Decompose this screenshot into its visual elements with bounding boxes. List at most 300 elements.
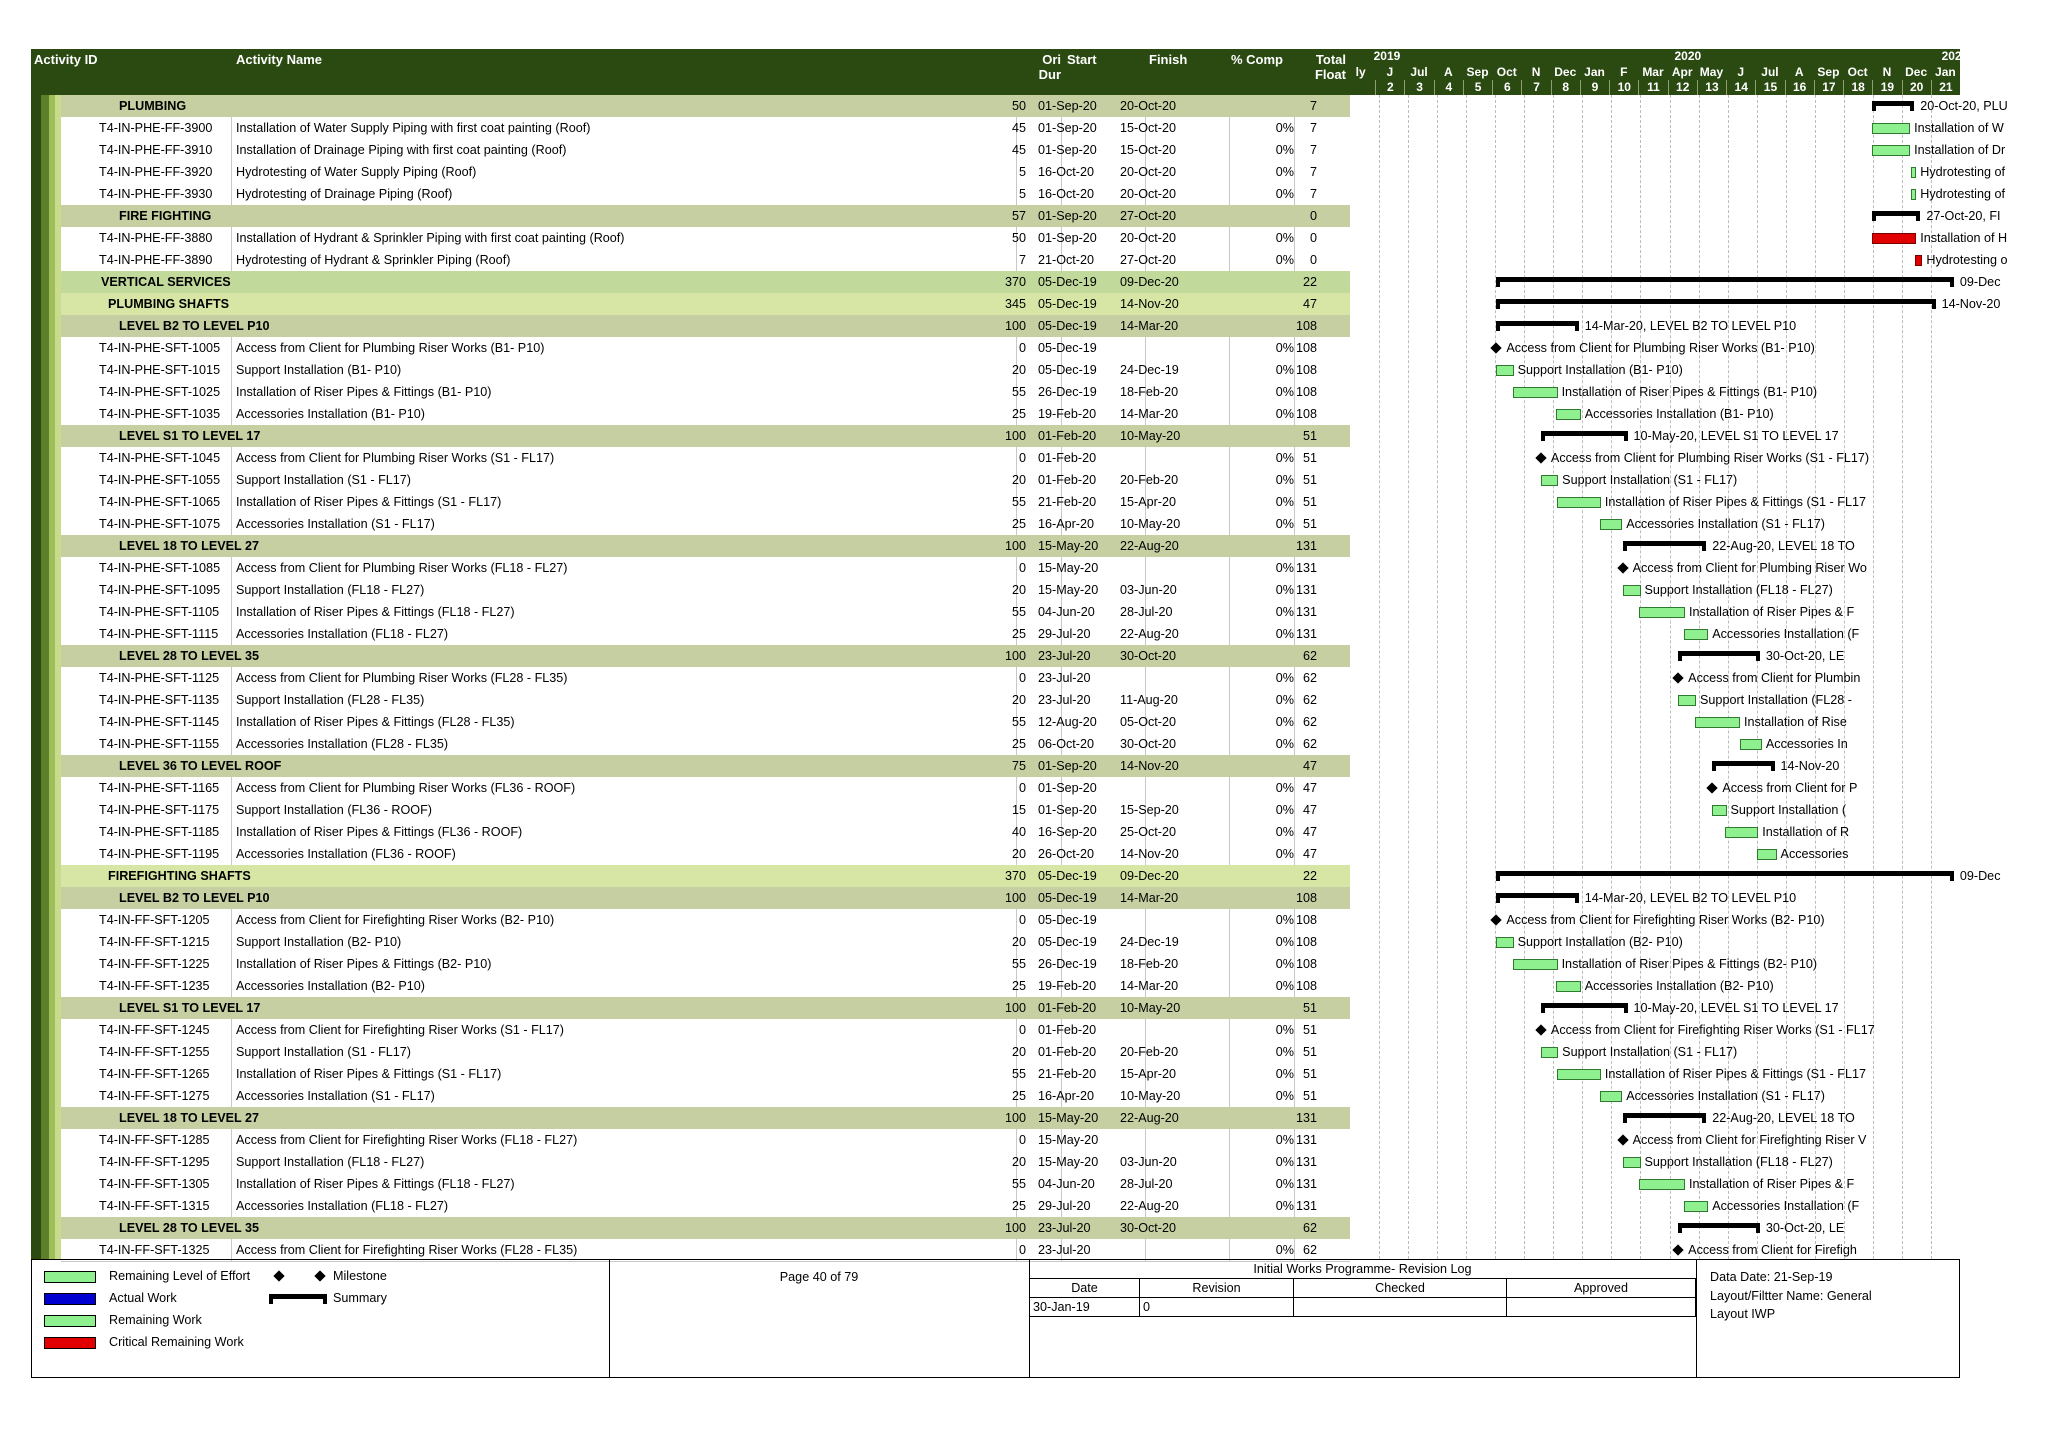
gantt-bar-label: 09-Dec	[1959, 869, 2001, 883]
pct-complete: 0%	[1275, 451, 1294, 465]
timeline-month: J	[1737, 65, 1745, 79]
start-date: 26-Dec-19	[1038, 385, 1097, 399]
gantt-activity-bar[interactable]	[1513, 387, 1557, 398]
gantt-activity-bar[interactable]	[1639, 607, 1685, 618]
pct-complete: 0%	[1275, 605, 1294, 619]
gantt-summary-bar[interactable]	[1496, 893, 1578, 898]
pct-complete: 0%	[1275, 913, 1294, 927]
activity-name: Support Installation (FL18 - FL27)	[236, 1155, 425, 1169]
column-divider	[231, 733, 232, 755]
timeline-year: 2019	[1373, 49, 1401, 63]
table-row[interactable]	[61, 711, 1350, 734]
gantt-activity-bar[interactable]	[1496, 365, 1513, 376]
gantt-milestone[interactable]	[1535, 1024, 1546, 1035]
wbs-finish-date: 14-Mar-20	[1120, 891, 1179, 905]
timeline-period: 2	[1375, 80, 1404, 95]
gantt-milestone[interactable]	[1707, 782, 1718, 793]
table-row[interactable]	[61, 337, 1350, 360]
gantt-gridline	[1931, 95, 1932, 1259]
table-row[interactable]	[61, 469, 1350, 492]
table-row[interactable]	[61, 1195, 1350, 1218]
column-divider	[231, 513, 232, 535]
activity-id: T4-IN-PHE-SFT-1065	[99, 495, 221, 509]
finish-date: 15-Apr-20	[1120, 1067, 1177, 1081]
gantt-gridline	[1873, 95, 1874, 1259]
total-float: 0	[1309, 253, 1317, 267]
column-divider	[231, 161, 232, 183]
total-float: 0	[1309, 231, 1317, 245]
gantt-bar-label: Installation of H	[1920, 231, 2008, 245]
table-row[interactable]	[61, 1019, 1350, 1042]
column-divider	[231, 337, 232, 359]
timeline-periods	[1346, 80, 1960, 95]
activity-id: T4-IN-PHE-SFT-1045	[99, 451, 221, 465]
finish-date: 15-Apr-20	[1120, 495, 1177, 509]
timeline-period: 14	[1726, 80, 1755, 95]
table-row[interactable]	[61, 139, 1350, 162]
legend-actual-swatch	[44, 1293, 96, 1305]
activity-id: T4-IN-PHE-SFT-1055	[99, 473, 221, 487]
gantt-bar-label: Accessories	[1780, 847, 1849, 861]
gantt-activity-bar[interactable]	[1600, 519, 1622, 530]
table-row[interactable]	[61, 359, 1350, 382]
gantt-activity-bar[interactable]	[1557, 497, 1601, 508]
activity-name: Support Installation (FL28 - FL35)	[236, 693, 425, 707]
gantt-activity-bar[interactable]	[1556, 409, 1581, 420]
finish-date: 25-Oct-20	[1120, 825, 1176, 839]
wbs-row[interactable]	[61, 293, 1350, 315]
total-float: 131	[1295, 561, 1317, 575]
gantt-milestone[interactable]	[1673, 1244, 1684, 1255]
col-start[interactable]: Start	[1067, 52, 1097, 67]
gantt-activity-bar[interactable]	[1639, 1179, 1685, 1190]
col-activity-name[interactable]: Activity Name	[236, 52, 322, 67]
activity-name: Access from Client for Plumbing Riser Works (B1- P10)	[236, 341, 545, 355]
start-date: 16-Apr-20	[1038, 517, 1095, 531]
ori-dur: 0	[1018, 341, 1026, 355]
wbs-row[interactable]	[61, 755, 1350, 777]
wbs-ori-dur: 100	[1004, 1111, 1026, 1125]
gantt-activity-bar[interactable]	[1695, 717, 1740, 728]
activity-name: Installation of Riser Pipes & Fittings (B2- P10)	[236, 957, 492, 971]
finish-date: 28-Jul-20	[1120, 605, 1173, 619]
gantt-critical-bar[interactable]	[1915, 255, 1922, 266]
ori-dur: 0	[1018, 1243, 1026, 1257]
finish-date: 18-Feb-20	[1120, 385, 1179, 399]
table-row[interactable]	[61, 117, 1350, 140]
gantt-activity-bar[interactable]	[1757, 849, 1777, 860]
wbs-start-date: 01-Sep-20	[1038, 209, 1097, 223]
ori-dur: 0	[1018, 913, 1026, 927]
gantt-bar-label: 14-Nov-20	[1941, 297, 2001, 311]
table-row[interactable]	[61, 1173, 1350, 1196]
table-row[interactable]	[61, 799, 1350, 822]
total-float: 131	[1295, 1133, 1317, 1147]
gantt-activity-bar[interactable]	[1496, 937, 1513, 948]
gantt-summary-bar[interactable]	[1678, 1223, 1760, 1228]
timeline-period: 13	[1697, 80, 1726, 95]
pct-complete: 0%	[1275, 1023, 1294, 1037]
table-row[interactable]	[61, 447, 1350, 470]
wbs-finish-date: 14-Nov-20	[1120, 759, 1179, 773]
wbs-row[interactable]	[61, 205, 1350, 227]
gantt-activity-bar[interactable]	[1725, 827, 1758, 838]
start-date: 21-Feb-20	[1038, 1067, 1097, 1081]
gantt-summary-bar[interactable]	[1541, 1003, 1628, 1008]
start-date: 21-Oct-20	[1038, 253, 1094, 267]
gantt-summary-bar[interactable]	[1712, 761, 1774, 766]
table-row[interactable]	[61, 821, 1350, 844]
gantt-activity-bar[interactable]	[1911, 167, 1917, 178]
wbs-total-float: 62	[1302, 649, 1317, 663]
pct-complete: 0%	[1275, 1067, 1294, 1081]
column-divider	[231, 249, 232, 271]
start-date: 12-Aug-20	[1038, 715, 1097, 729]
table-row[interactable]	[61, 403, 1350, 426]
pct-complete: 0%	[1275, 979, 1294, 993]
gantt-activity-bar[interactable]	[1541, 475, 1558, 486]
table-row[interactable]	[61, 183, 1350, 206]
gantt-activity-bar[interactable]	[1684, 1201, 1709, 1212]
gantt-bar-label: Support Installation (S1 - FL17)	[1562, 1045, 1738, 1059]
activity-name: Access from Client for Plumbing Riser Works (S1 - FL17)	[236, 451, 555, 465]
gantt-activity-bar[interactable]	[1513, 959, 1557, 970]
column-divider	[231, 117, 232, 139]
gantt-summary-bar[interactable]	[1541, 431, 1628, 436]
gantt-bar-label: Hydrotesting o	[1926, 253, 2008, 267]
table-row[interactable]	[61, 161, 1350, 184]
pct-complete: 0%	[1275, 803, 1294, 817]
wbs-name: PLUMBING SHAFTS	[108, 297, 230, 311]
finish-date: 14-Mar-20	[1120, 407, 1179, 421]
activity-name: Accessories Installation (S1 - FL17)	[236, 517, 435, 531]
gantt-activity-bar[interactable]	[1556, 981, 1581, 992]
total-float: 62	[1302, 671, 1317, 685]
gantt-summary-bar[interactable]	[1623, 1113, 1707, 1118]
table-row[interactable]	[61, 777, 1350, 800]
wbs-ori-dur: 100	[1004, 319, 1026, 333]
wbs-finish-date: 22-Aug-20	[1120, 1111, 1179, 1125]
pct-complete: 0%	[1275, 407, 1294, 421]
wbs-row[interactable]	[61, 425, 1350, 447]
gantt-activity-bar[interactable]	[1872, 145, 1911, 156]
pct-complete: 0%	[1275, 495, 1294, 509]
start-date: 01-Feb-20	[1038, 473, 1097, 487]
activity-id: T4-IN-PHE-SFT-1155	[99, 737, 220, 751]
gantt-summary-bar[interactable]	[1496, 277, 1954, 282]
start-date: 16-Oct-20	[1038, 165, 1094, 179]
wbs-total-float: 0	[1309, 209, 1317, 223]
gantt-gridline	[1379, 95, 1380, 1259]
gantt-gridline	[1524, 95, 1525, 1259]
pct-complete: 0%	[1275, 561, 1294, 575]
wbs-row[interactable]	[61, 997, 1350, 1019]
pct-complete: 0%	[1275, 1045, 1294, 1059]
table-row[interactable]	[61, 733, 1350, 756]
ori-dur: 50	[1011, 231, 1026, 245]
wbs-row[interactable]	[61, 535, 1350, 557]
pct-complete: 0%	[1275, 341, 1294, 355]
gantt-activity-bar[interactable]	[1541, 1047, 1558, 1058]
activity-id: T4-IN-PHE-FF-3890	[99, 253, 213, 267]
total-float: 51	[1302, 1023, 1317, 1037]
gantt-bar-label: Installation of Riser Pipes & F	[1689, 605, 1855, 619]
gantt-bar-label: Access from Client for Firefigh	[1688, 1243, 1857, 1257]
table-row[interactable]	[61, 513, 1350, 536]
page-number: Page 40 of 79	[779, 1270, 859, 1284]
gantt-milestone[interactable]	[1491, 914, 1502, 925]
ori-dur: 5	[1018, 187, 1026, 201]
start-date: 19-Feb-20	[1038, 407, 1097, 421]
col-activity-id[interactable]: Activity ID	[34, 52, 98, 67]
wbs-row[interactable]	[61, 645, 1350, 667]
wbs-row[interactable]	[61, 271, 1350, 293]
wbs-ori-dur: 100	[1004, 1001, 1026, 1015]
wbs-total-float: 108	[1295, 319, 1317, 333]
wbs-row[interactable]	[61, 887, 1350, 909]
activity-name: Support Installation (B1- P10)	[236, 363, 402, 377]
activity-name: Hydrotesting of Hydrant & Sprinkler Piping (Roof)	[236, 253, 511, 267]
table-row[interactable]	[61, 249, 1350, 272]
gantt-bar-label: 09-Dec	[1959, 275, 2001, 289]
timeline-period: 8	[1551, 80, 1580, 95]
gantt-activity-bar[interactable]	[1684, 629, 1709, 640]
pct-complete: 0%	[1275, 1243, 1294, 1257]
activity-id: T4-IN-FF-SFT-1205	[99, 913, 210, 927]
table-row[interactable]	[61, 931, 1350, 954]
gantt-summary-bar[interactable]	[1872, 101, 1915, 106]
footer	[31, 1259, 1960, 1378]
column-divider	[231, 359, 232, 381]
activity-name: Hydrotesting of Drainage Piping (Roof)	[236, 187, 453, 201]
wbs-row[interactable]	[61, 315, 1350, 337]
ori-dur: 20	[1011, 935, 1026, 949]
revlog-col-checked: Checked	[1293, 1278, 1507, 1298]
ori-dur: 55	[1011, 1067, 1026, 1081]
table-row[interactable]	[61, 953, 1350, 976]
activity-name: Accessories Installation (FL28 - FL35)	[236, 737, 449, 751]
table-row[interactable]	[61, 689, 1350, 712]
wbs-finish-date: 30-Oct-20	[1120, 1221, 1176, 1235]
wbs-total-float: 51	[1302, 1001, 1317, 1015]
column-divider	[231, 667, 232, 689]
column-divider	[231, 491, 232, 513]
ori-dur: 5	[1018, 165, 1026, 179]
gantt-bar-label: 30-Oct-20, LE	[1765, 1221, 1845, 1235]
wbs-finish-date: 09-Dec-20	[1120, 869, 1179, 883]
gantt-gridline	[1466, 95, 1467, 1259]
gantt-bar-label: Installation of W	[1914, 121, 2004, 135]
column-divider	[231, 821, 232, 843]
timeline-month: F	[1620, 65, 1628, 79]
activity-id: T4-IN-FF-SFT-1275	[99, 1089, 210, 1103]
gantt-summary-bar[interactable]	[1872, 211, 1921, 216]
activity-name: Support Installation (FL36 - ROOF)	[236, 803, 432, 817]
gantt-milestone[interactable]	[1617, 562, 1628, 573]
wbs-name: LEVEL 28 TO LEVEL 35	[119, 1221, 259, 1235]
ori-dur: 20	[1011, 1045, 1026, 1059]
ori-dur: 20	[1011, 1155, 1026, 1169]
wbs-finish-date: 14-Mar-20	[1120, 319, 1179, 333]
table-row[interactable]	[61, 381, 1350, 404]
timeline-month: Oct	[1847, 65, 1868, 79]
pct-complete: 0%	[1275, 473, 1294, 487]
column-divider	[231, 799, 232, 821]
wbs-row[interactable]	[61, 1107, 1350, 1129]
start-date: 05-Dec-19	[1038, 363, 1097, 377]
gantt-activity-bar[interactable]	[1872, 123, 1911, 134]
ori-dur: 40	[1011, 825, 1026, 839]
pct-complete: 0%	[1275, 737, 1294, 751]
gantt-bar-label: Accessories Installation (S1 - FL17)	[1626, 517, 1826, 531]
gantt-activity-bar[interactable]	[1911, 189, 1917, 200]
wbs-name: LEVEL 18 TO LEVEL 27	[119, 1111, 259, 1125]
timeline-month: Jul	[1761, 65, 1779, 79]
finish-date: 22-Aug-20	[1120, 1199, 1179, 1213]
activity-id: T4-IN-PHE-FF-3900	[99, 121, 213, 135]
gantt-activity-bar[interactable]	[1557, 1069, 1601, 1080]
timeline-year: 2020	[1674, 49, 1702, 63]
gantt-summary-bar[interactable]	[1496, 321, 1578, 326]
table-row[interactable]	[61, 843, 1350, 866]
gantt-activity-bar[interactable]	[1678, 695, 1696, 706]
timeline-period: 15	[1755, 80, 1784, 95]
table-row[interactable]	[61, 1041, 1350, 1064]
gantt-milestone[interactable]	[1673, 672, 1684, 683]
timeline-period: 6	[1492, 80, 1521, 95]
column-divider	[1145, 1129, 1146, 1151]
col-finish[interactable]: Finish	[1149, 52, 1188, 67]
total-float: 7	[1309, 143, 1317, 157]
column-divider	[231, 931, 232, 953]
activity-name: Accessories Installation (S1 - FL17)	[236, 1089, 435, 1103]
column-divider	[231, 1129, 232, 1151]
pct-complete: 0%	[1275, 121, 1294, 135]
data-info	[1696, 1260, 1959, 1377]
outline-band-2	[41, 95, 49, 1259]
gantt-critical-bar[interactable]	[1872, 233, 1917, 244]
wbs-start-date: 01-Sep-20	[1038, 99, 1097, 113]
total-float: 62	[1302, 693, 1317, 707]
col-ori-dur[interactable]: Ori Dur	[1038, 52, 1061, 82]
gantt-bar-label: Access from Client for Firefighting Riser V	[1632, 1133, 1867, 1147]
wbs-total-float: 47	[1302, 759, 1317, 773]
gantt-activity-bar[interactable]	[1600, 1091, 1622, 1102]
gantt-gridline	[1408, 95, 1409, 1259]
gantt-gridline	[1437, 95, 1438, 1259]
table-row[interactable]	[61, 623, 1350, 646]
gantt-activity-bar[interactable]	[1740, 739, 1762, 750]
pct-complete: 0%	[1275, 253, 1294, 267]
timeline-period: 12	[1668, 80, 1697, 95]
wbs-row[interactable]	[61, 95, 1350, 117]
column-divider	[231, 381, 232, 403]
table-row[interactable]	[61, 1151, 1350, 1174]
gantt-milestone[interactable]	[1617, 1134, 1628, 1145]
pct-complete: 0%	[1275, 583, 1294, 597]
pct-complete: 0%	[1275, 671, 1294, 685]
activity-name: Access from Client for Plumbing Riser Works (FL36 - ROOF)	[236, 781, 576, 795]
table-row[interactable]	[61, 579, 1350, 602]
finish-date: 14-Nov-20	[1120, 847, 1179, 861]
gantt-activity-bar[interactable]	[1623, 585, 1641, 596]
gantt-bar-label: Access from Client for Firefighting Riser Works (S1 - FL17	[1550, 1023, 1875, 1037]
gantt-summary-bar[interactable]	[1623, 541, 1707, 546]
timeline-period: 16	[1785, 80, 1814, 95]
column-divider	[231, 1151, 232, 1173]
total-float: 7	[1309, 165, 1317, 179]
col-total-float[interactable]: Total Float	[1314, 52, 1346, 82]
activity-name: Accessories Installation (B2- P10)	[236, 979, 425, 993]
table-row[interactable]	[61, 909, 1350, 932]
pct-complete: 0%	[1275, 627, 1294, 641]
finish-date: 15-Oct-20	[1120, 121, 1176, 135]
pct-complete: 0%	[1275, 187, 1294, 201]
column-divider	[1145, 337, 1146, 359]
gantt-bar-label: Support Installation (FL18 - FL27)	[1644, 583, 1833, 597]
finish-date: 15-Sep-20	[1120, 803, 1179, 817]
timeline-period: 9	[1580, 80, 1609, 95]
outline-band-1	[31, 95, 41, 1259]
ori-dur: 55	[1011, 605, 1026, 619]
start-date: 15-May-20	[1038, 1133, 1099, 1147]
table-row[interactable]	[61, 227, 1350, 250]
gantt-summary-bar[interactable]	[1678, 651, 1760, 656]
table-row[interactable]	[61, 975, 1350, 998]
legend-critical-swatch	[44, 1337, 96, 1349]
activity-id: T4-IN-FF-SFT-1305	[99, 1177, 210, 1191]
gantt-milestone[interactable]	[1491, 342, 1502, 353]
finish-date: 28-Jul-20	[1120, 1177, 1173, 1191]
total-float: 108	[1295, 935, 1317, 949]
start-date: 01-Sep-20	[1038, 231, 1097, 245]
table-row[interactable]	[61, 557, 1350, 580]
gantt-summary-bar[interactable]	[1496, 871, 1954, 876]
gantt-activity-bar[interactable]	[1712, 805, 1726, 816]
table-row[interactable]	[61, 1085, 1350, 1108]
gantt-activity-bar[interactable]	[1623, 1157, 1641, 1168]
timeline-period: 11	[1638, 80, 1667, 95]
column-divider	[231, 1239, 232, 1261]
wbs-start-date: 05-Dec-19	[1038, 891, 1097, 905]
gantt-gridline	[1611, 95, 1612, 1259]
table-row[interactable]	[61, 1063, 1350, 1086]
table-row[interactable]	[61, 491, 1350, 514]
start-date: 29-Jul-20	[1038, 627, 1091, 641]
wbs-row[interactable]	[61, 1217, 1350, 1239]
start-date: 15-May-20	[1038, 1155, 1099, 1169]
wbs-total-float: 131	[1295, 539, 1317, 553]
table-row[interactable]	[61, 667, 1350, 690]
gantt-bar-label: Installation of Riser Pipes & Fittings (B1- P10)	[1561, 385, 1818, 399]
gantt-bar-label: Installation of Riser Pipes & Fittings (S1 - FL17	[1604, 495, 1866, 509]
revision-log-title: Initial Works Programme- Revision Log	[1029, 1260, 1696, 1279]
gantt-gridline	[1902, 95, 1903, 1259]
table-row[interactable]	[61, 601, 1350, 624]
wbs-ori-dur: 100	[1004, 1221, 1026, 1235]
gantt-summary-bar[interactable]	[1496, 299, 1935, 304]
wbs-row[interactable]	[61, 865, 1350, 887]
column-divider	[231, 579, 232, 601]
wbs-start-date: 05-Dec-19	[1038, 297, 1097, 311]
total-float: 62	[1302, 715, 1317, 729]
gantt-milestone[interactable]	[1535, 452, 1546, 463]
col-pct-complete[interactable]: % Comp	[1231, 52, 1283, 67]
page-info	[609, 1260, 1030, 1377]
finish-date: 20-Oct-20	[1120, 187, 1176, 201]
start-date: 23-Jul-20	[1038, 693, 1091, 707]
table-row[interactable]	[61, 1129, 1350, 1152]
